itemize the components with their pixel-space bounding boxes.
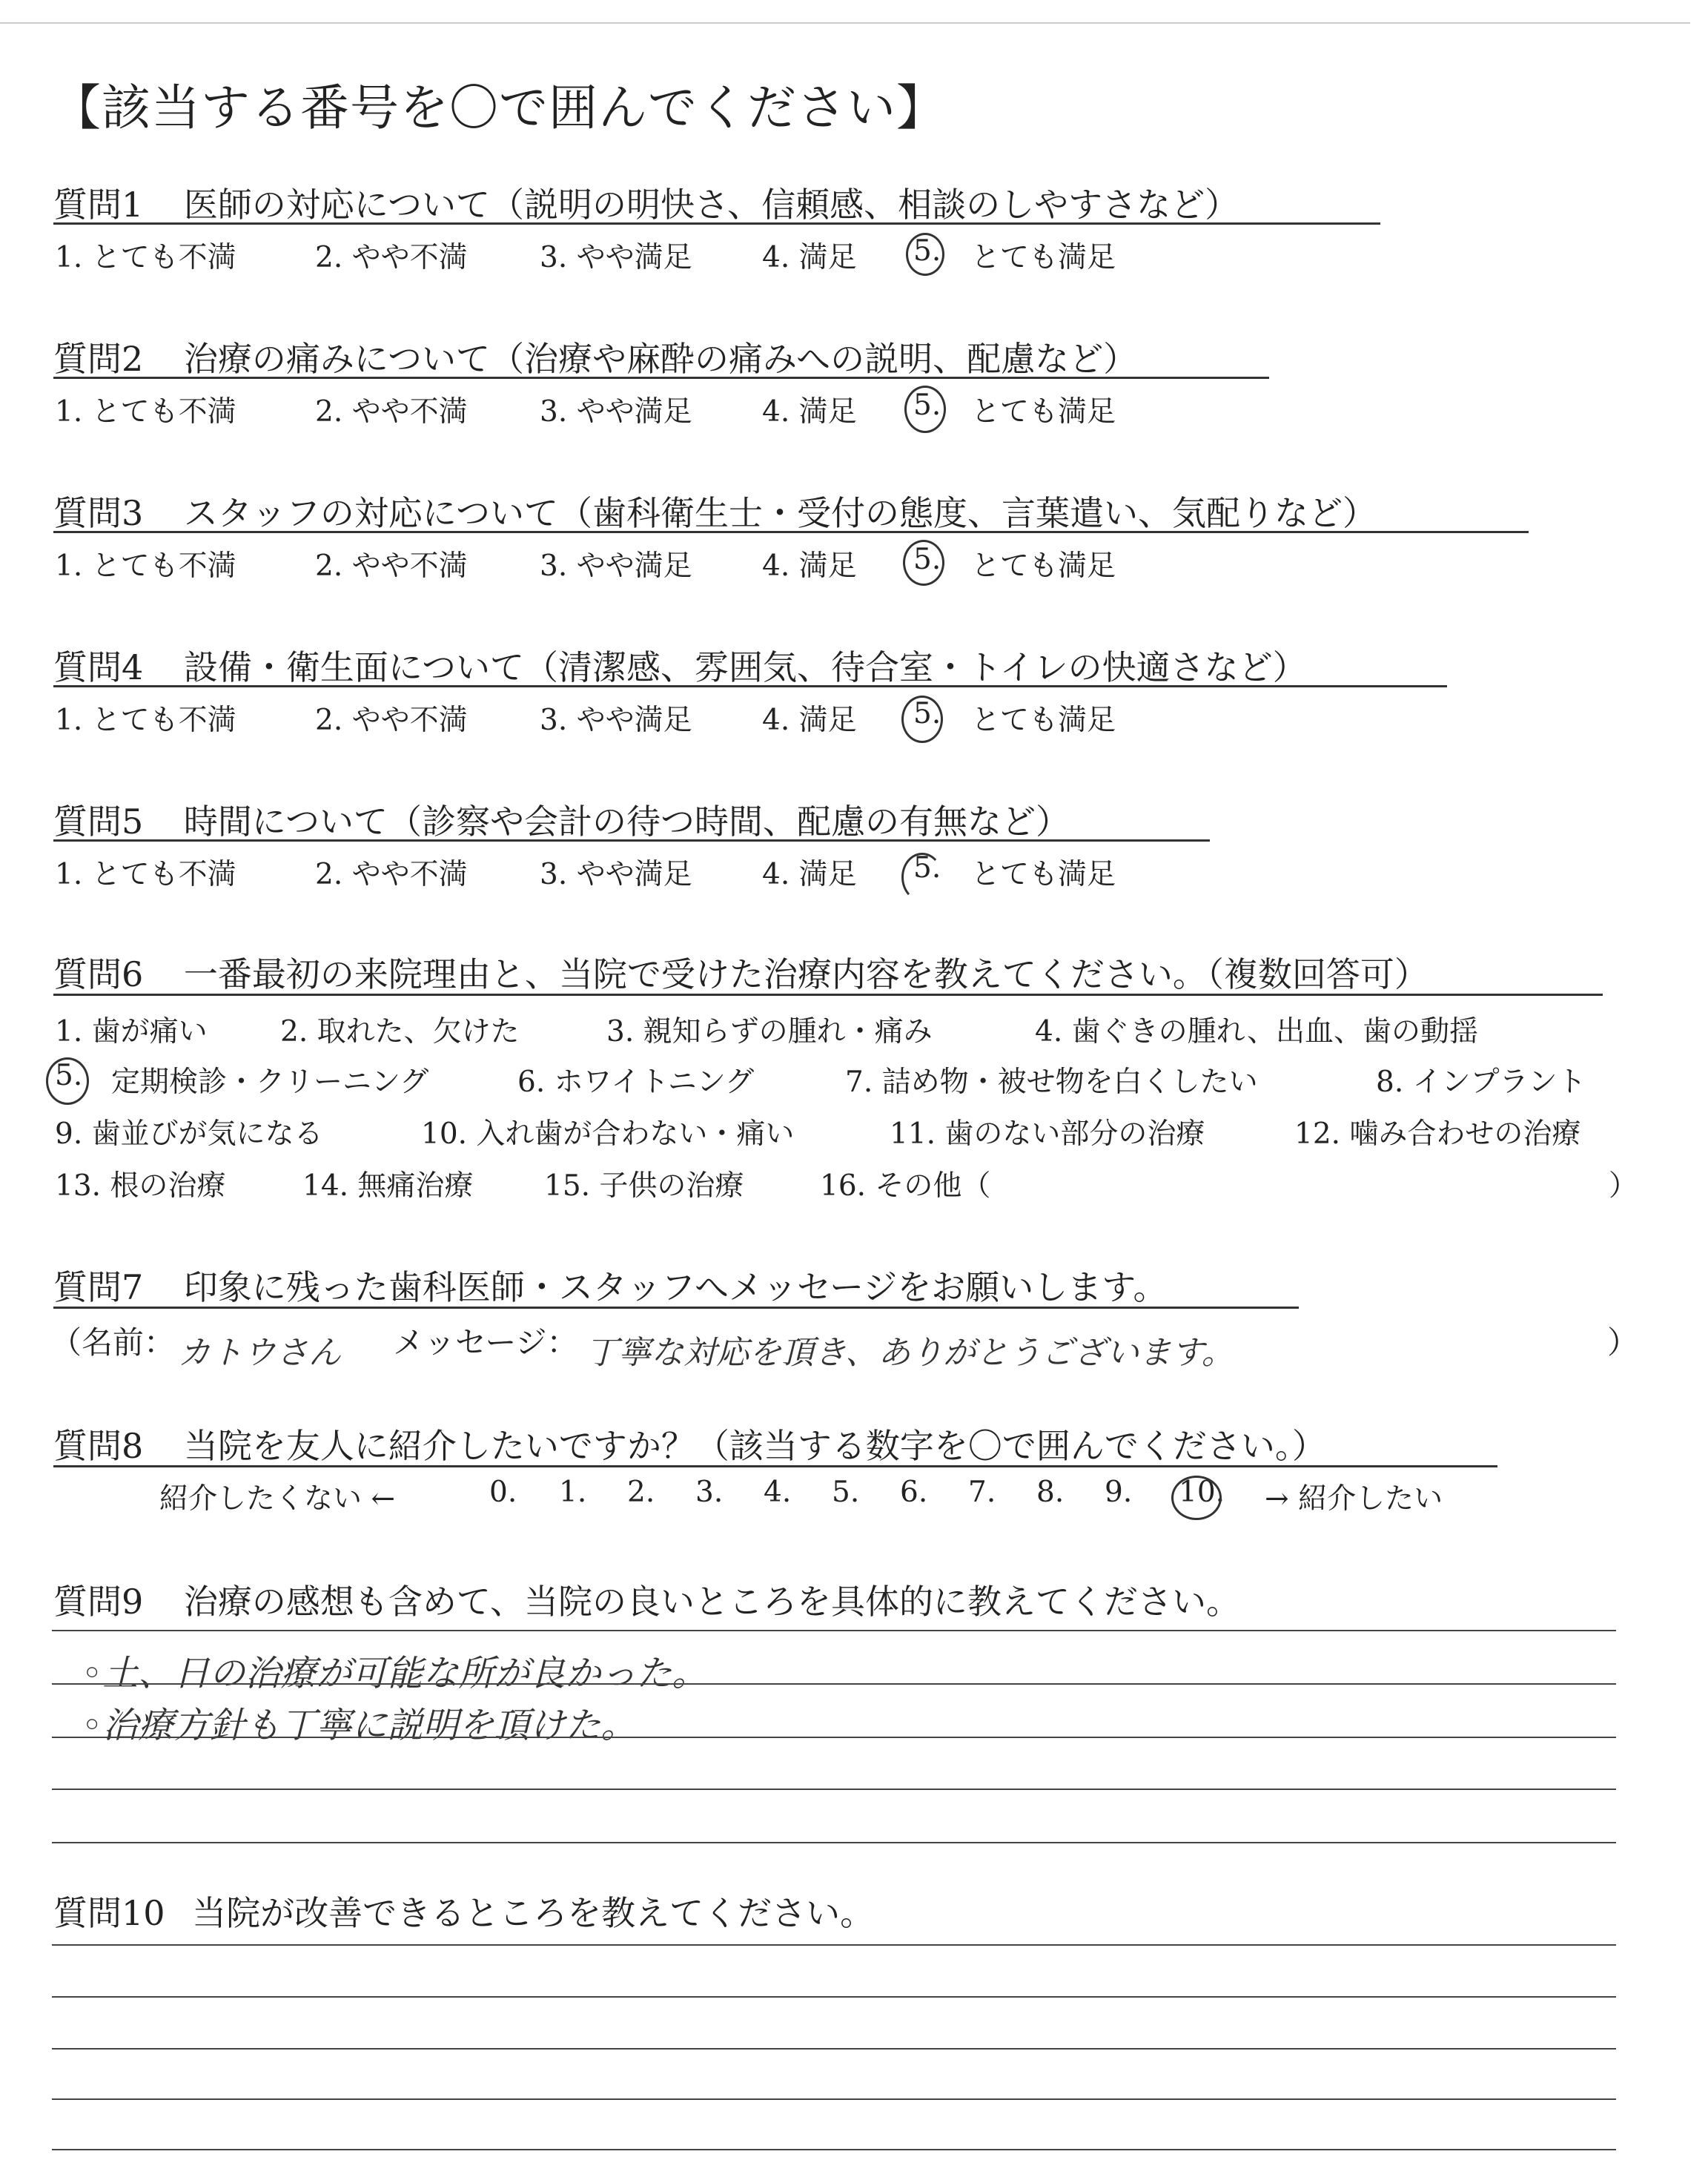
q10-answer-line-4[interactable] xyxy=(52,2098,1616,2100)
q9-answer-line-2 xyxy=(52,1683,1616,1685)
q3-option-5[interactable]: 5. xyxy=(913,543,941,576)
q10-title: 当院が改善できるところを教えてください。 xyxy=(192,1893,875,1933)
q8-score-3[interactable]: 3. xyxy=(695,1476,724,1509)
q7-underline xyxy=(53,1307,1299,1309)
q5-label: 質問5 xyxy=(53,802,144,842)
q2-heading xyxy=(53,332,1137,381)
q1-option-1[interactable]: 1. とても不満 xyxy=(55,241,236,274)
q5-option-5-label: とても満足 xyxy=(971,858,1116,891)
q6-underline xyxy=(53,994,1603,996)
q7-name-value[interactable]: カトウさん xyxy=(178,1334,341,1372)
q4-option-5-label: とても満足 xyxy=(971,704,1116,737)
q7-heading xyxy=(53,1261,1168,1309)
q3-heading xyxy=(53,486,1377,535)
q9-label: 質問9 xyxy=(53,1582,144,1622)
q1-heading xyxy=(53,178,1239,227)
q3-underline xyxy=(53,531,1529,533)
q3-option-1[interactable]: 1. とても不満 xyxy=(55,549,236,583)
q4-option-4[interactable]: 4. 満足 xyxy=(762,704,857,737)
q3-option-5-label: とても満足 xyxy=(971,549,1116,583)
q2-option-3[interactable]: 3. やや満足 xyxy=(540,395,692,429)
q10-label: 質問10 xyxy=(53,1893,165,1933)
q10-heading xyxy=(53,1886,874,1935)
q8-underline xyxy=(53,1465,1497,1467)
q2-option-1[interactable]: 1. とても不満 xyxy=(55,395,236,429)
q2-option-4[interactable]: 4. 満足 xyxy=(762,395,857,429)
q6-option-7[interactable]: 7. 詰め物・被せ物を白くしたい xyxy=(845,1066,1258,1099)
q7-label: 質問7 xyxy=(53,1267,144,1307)
q6-option-2[interactable]: 2. 取れた、欠けた xyxy=(280,1015,520,1048)
q4-underline xyxy=(53,685,1447,687)
q5-option-2[interactable]: 2. やや不満 xyxy=(315,858,468,891)
q2-option-2[interactable]: 2. やや不満 xyxy=(315,395,468,429)
q3-option-3[interactable]: 3. やや満足 xyxy=(540,549,692,583)
q1-selected-circle xyxy=(906,233,944,276)
q6-option-10[interactable]: 10. 入れ歯が合わない・痛い xyxy=(421,1117,795,1151)
q5-selected-circle xyxy=(901,853,943,902)
q8-heading xyxy=(53,1419,1326,1468)
q6-option-8[interactable]: 8. インプラント xyxy=(1376,1066,1586,1099)
q6-option-6[interactable]: 6. ホワイトニング xyxy=(517,1066,755,1099)
q5-underline xyxy=(53,839,1210,842)
q9-answer-2[interactable]: ◦治療方針も丁寧に説明を頂けた。 xyxy=(82,1705,637,1746)
q4-selected-circle xyxy=(901,696,943,743)
q8-score-4[interactable]: 4. xyxy=(764,1476,792,1509)
top-border xyxy=(0,22,1690,24)
q7-name-label: （名前： xyxy=(50,1324,176,1361)
q1-option-5-label: とても満足 xyxy=(971,241,1116,274)
q9-answer-line-1 xyxy=(52,1630,1616,1631)
q5-heading xyxy=(53,795,1070,844)
q2-selected-circle xyxy=(904,386,946,433)
q6-label: 質問6 xyxy=(53,954,144,994)
q8-score-10[interactable]: 10. xyxy=(1179,1476,1225,1509)
q2-option-5-label: とても満足 xyxy=(971,395,1116,429)
q4-option-1[interactable]: 1. とても不満 xyxy=(55,704,236,737)
q4-option-2[interactable]: 2. やや不満 xyxy=(315,704,468,737)
q4-option-3[interactable]: 3. やや満足 xyxy=(540,704,692,737)
q1-title: 医師の対応について（説明の明快さ、信頼感、相談のしやすさなど） xyxy=(183,185,1239,225)
q4-heading xyxy=(53,641,1307,690)
q8-score-2[interactable]: 2. xyxy=(627,1476,655,1509)
q5-option-1[interactable]: 1. とても不満 xyxy=(55,858,236,891)
q7-close-paren: ） xyxy=(1607,1324,1639,1361)
q5-option-5[interactable]: 5. xyxy=(913,851,941,885)
q8-score-5[interactable]: 5. xyxy=(832,1476,860,1509)
q3-selected-circle xyxy=(903,540,944,586)
q6-other-close: ） xyxy=(1609,1169,1638,1203)
q6-selected-circle xyxy=(46,1057,89,1105)
q8-selected-circle xyxy=(1171,1476,1222,1520)
q6-option-1[interactable]: 1. 歯が痛い xyxy=(55,1015,208,1048)
q2-label: 質問2 xyxy=(53,339,144,379)
q9-answer-line-4 xyxy=(52,1789,1616,1790)
q6-option-3[interactable]: 3. 親知らずの腫れ・痛み xyxy=(606,1015,933,1048)
q6-option-11[interactable]: 11. 歯のない部分の治療 xyxy=(890,1117,1205,1151)
q8-score-7[interactable]: 7. xyxy=(968,1476,996,1509)
q5-option-4[interactable]: 4. 満足 xyxy=(762,858,857,891)
q1-option-5[interactable]: 5. xyxy=(913,234,941,268)
q7-message-label: メッセージ： xyxy=(393,1324,578,1361)
q6-title: 一番最初の来院理由と、当院で受けた治療内容を教えてください。（複数回答可） xyxy=(183,954,1429,994)
q4-title: 設備・衛生面について（清潔感、雰囲気、待合室・トイレの快適さなど） xyxy=(183,647,1307,687)
q3-option-4[interactable]: 4. 満足 xyxy=(762,549,857,583)
q10-answer-line-2[interactable] xyxy=(52,1996,1616,1998)
q8-label: 質問8 xyxy=(53,1426,144,1466)
q6-option-16[interactable]: 16. その他（ xyxy=(820,1169,991,1203)
q1-underline xyxy=(53,222,1380,225)
q8-score-1[interactable]: 1. xyxy=(559,1476,587,1509)
q2-underline xyxy=(53,377,1269,379)
q7-title: 印象に残った歯科医師・スタッフへメッセージをお願いします。 xyxy=(183,1267,1168,1307)
q8-right-label: → 紹介したい xyxy=(1265,1482,1443,1516)
q8-score-9[interactable]: 9. xyxy=(1105,1476,1133,1509)
q7-message-value[interactable]: 丁寧な対応を頂き、ありがとうございます。 xyxy=(586,1334,1234,1372)
q6-option-15[interactable]: 15. 子供の治療 xyxy=(544,1169,744,1203)
q4-option-5[interactable]: 5. xyxy=(913,697,941,730)
q8-title: 当院を友人に紹介したいですか？（該当する数字を〇で囲んでください。） xyxy=(183,1426,1326,1466)
q9-answer-line-5 xyxy=(52,1842,1616,1843)
q5-title: 時間について（診察や会計の待つ時間、配慮の有無など） xyxy=(183,802,1070,842)
q2-title: 治療の痛みについて（治療や麻酔の痛みへの説明、配慮など） xyxy=(183,339,1138,379)
q8-score-8[interactable]: 8. xyxy=(1036,1476,1065,1509)
q9-answer-line-3 xyxy=(52,1737,1616,1738)
q1-label: 質問1 xyxy=(53,185,144,225)
q10-answer-line-1[interactable] xyxy=(52,1944,1616,1946)
q3-option-2[interactable]: 2. やや不満 xyxy=(315,549,468,583)
q6-option-12[interactable]: 12. 噛み合わせの治療 xyxy=(1294,1117,1581,1151)
q8-score-0[interactable]: 0. xyxy=(489,1476,517,1509)
q3-label: 質問3 xyxy=(53,493,144,533)
q5-option-3[interactable]: 3. やや満足 xyxy=(540,858,692,891)
q10-answer-line-3[interactable] xyxy=(52,2048,1616,2050)
q9-heading xyxy=(53,1575,1240,1624)
q1-option-2[interactable]: 2. やや不満 xyxy=(315,241,468,274)
q6-heading xyxy=(53,948,1429,997)
page-title: 【該当する番号を〇で囲んでください】 xyxy=(52,79,946,136)
q6-option-14[interactable]: 14. 無痛治療 xyxy=(302,1169,474,1203)
q2-option-5[interactable]: 5. xyxy=(913,389,941,422)
q3-title: スタッフの対応について（歯科衛生士・受付の態度、言葉遣い、気配りなど） xyxy=(183,493,1377,533)
q6-option-5[interactable]: 5. xyxy=(55,1059,83,1092)
q4-label: 質問4 xyxy=(53,647,144,687)
q8-left-label: 紹介したくない ← xyxy=(159,1482,396,1516)
q6-option-13[interactable]: 13. 根の治療 xyxy=(55,1169,226,1203)
q8-score-6[interactable]: 6. xyxy=(900,1476,928,1509)
q6-option-4[interactable]: 4. 歯ぐきの腫れ、出血、歯の動揺 xyxy=(1035,1015,1478,1048)
q1-option-3[interactable]: 3. やや満足 xyxy=(540,241,692,274)
q6-option-9[interactable]: 9. 歯並びが気になる xyxy=(55,1117,323,1151)
q1-option-4[interactable]: 4. 満足 xyxy=(762,241,857,274)
q9-title: 治療の感想も含めて、当院の良いところを具体的に教えてください。 xyxy=(183,1582,1240,1622)
q10-answer-line-5[interactable] xyxy=(52,2149,1616,2150)
q6-option-5-label: 定期検診・クリーニング xyxy=(111,1066,429,1099)
q9-answer-1[interactable]: ◦土、日の治療が可能な所が良かった。 xyxy=(82,1653,708,1694)
